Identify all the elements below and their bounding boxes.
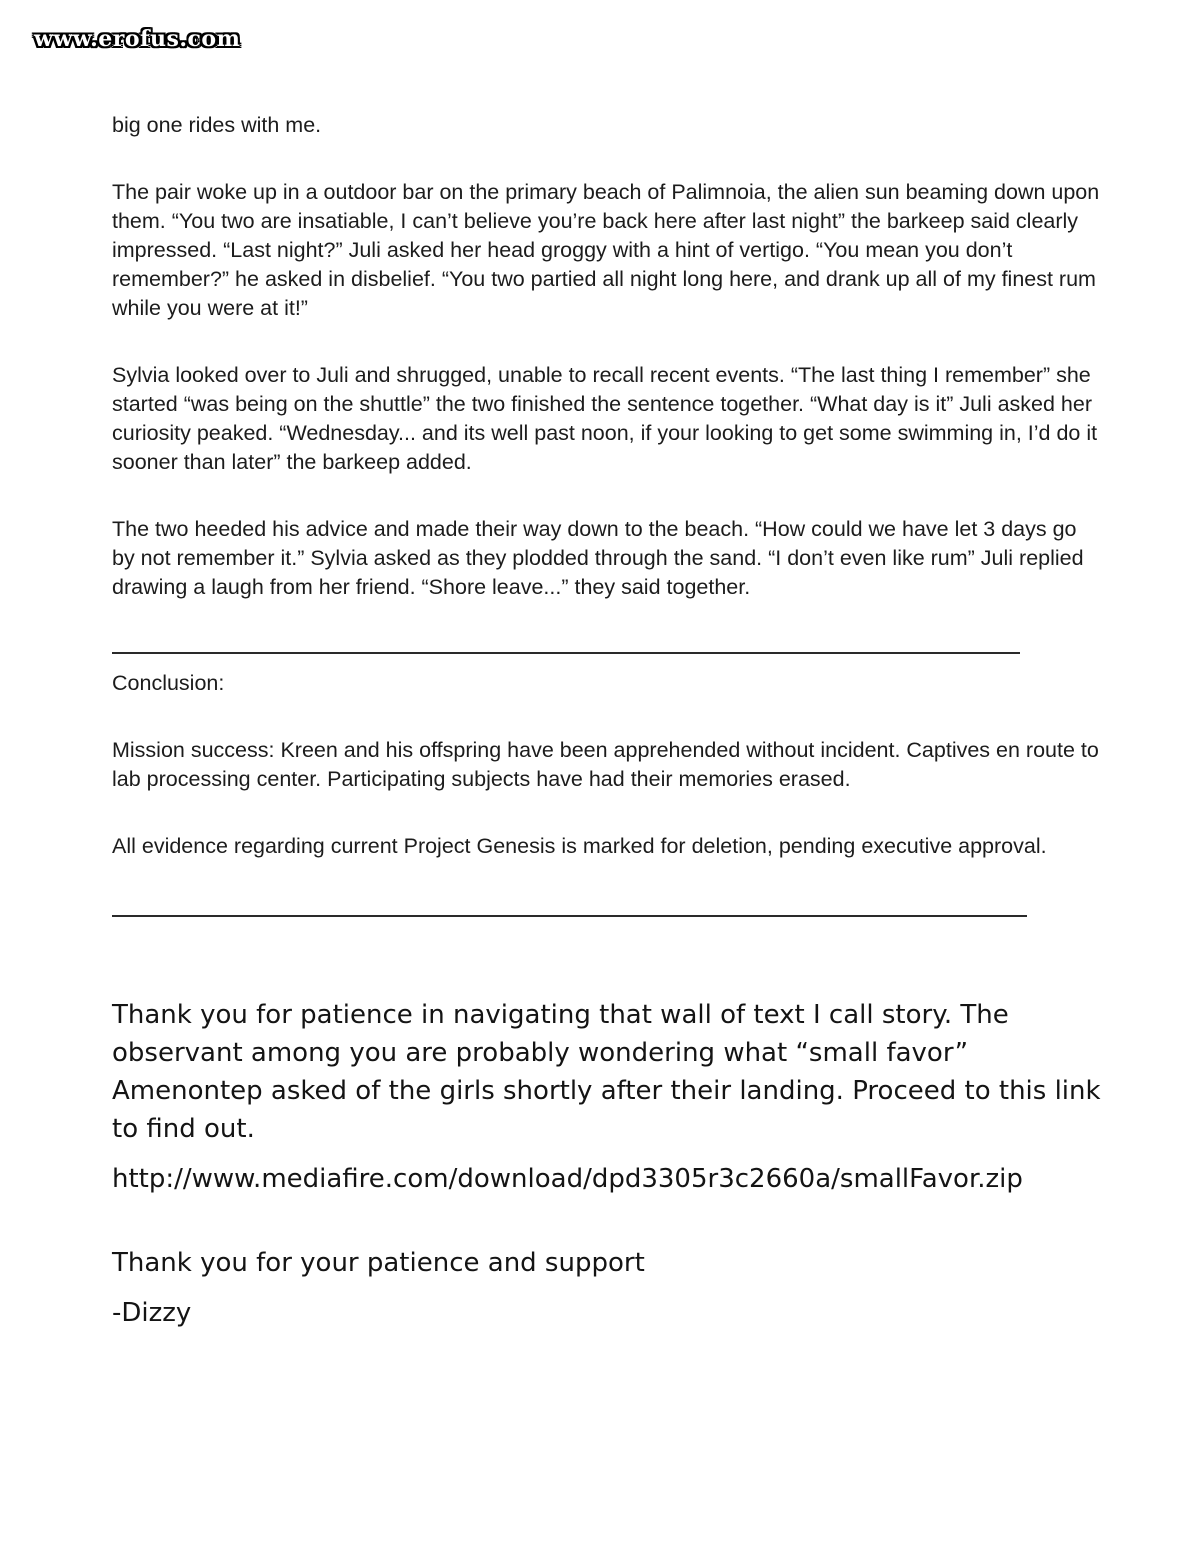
author-signature: -Dizzy [112, 1298, 192, 1328]
section-divider [112, 652, 1020, 654]
mission-report: Mission success: Kreen and his offspring have been apprehended without incident. Captives en route to lab processing center. Participating subjects have had their memories erased. [112, 738, 1099, 791]
author-note [112, 996, 1102, 1332]
story-paragraph: The pair woke up in a outdoor bar on the primary beach of Palimnoia, the alien sun beaming down upon them. “You two are insatiable, I can’t believe you’re back here after last night” the barkeep said clearly impressed. “Last night?” Juli asked her head groggy with a hint of vertigo. “You mean you don’t remember?” he asked in disbelief. “You two partied all night long here, and drank up all of my finest rum while you were at it!” [112, 180, 1100, 320]
conclusion-heading: Conclusion: [112, 671, 225, 695]
story-paragraph: The two heeded his advice and made their way down to the beach. “How could we have let 3 days go by not remember it.” Sylvia asked as they plodded through the sand. “I don’t even like rum” Juli replied drawing a laugh from her friend. “Shore leave...” they said together. [112, 517, 1084, 599]
thanks-line: Thank you for your patience and support [112, 1248, 645, 1278]
story-paragraph: big one rides with me. [112, 113, 322, 137]
section-divider [112, 915, 1027, 917]
conclusion-section [112, 669, 1102, 899]
story-paragraph: Sylvia looked over to Juli and shrugged, unable to recall recent events. “The last thing I remember” she started “was being on the shuttle” the two finished the sentence together. “What day is it” Juli asked her curiosity peaked. “Wednesday... and its well past noon, if your looking to get some swimming in, I’d do it sooner than later” the barkeep added. [112, 363, 1098, 474]
story-text [112, 111, 1102, 602]
download-link[interactable]: http://www.mediafire.com/download/dpd3305r3c2660a/smallFavor.zip [112, 1164, 1023, 1194]
evidence-note: All evidence regarding current Project Genesis is marked for deletion, pending executive approval. [112, 834, 1047, 858]
site-watermark: www.erofus.com [34, 26, 241, 52]
author-message: Thank you for patience in navigating that wall of text I call story. The observant among you are probably wondering what “small favor” Amenontep asked of the girls shortly after their landing. Proceed to this link to find out. [112, 1000, 1101, 1144]
